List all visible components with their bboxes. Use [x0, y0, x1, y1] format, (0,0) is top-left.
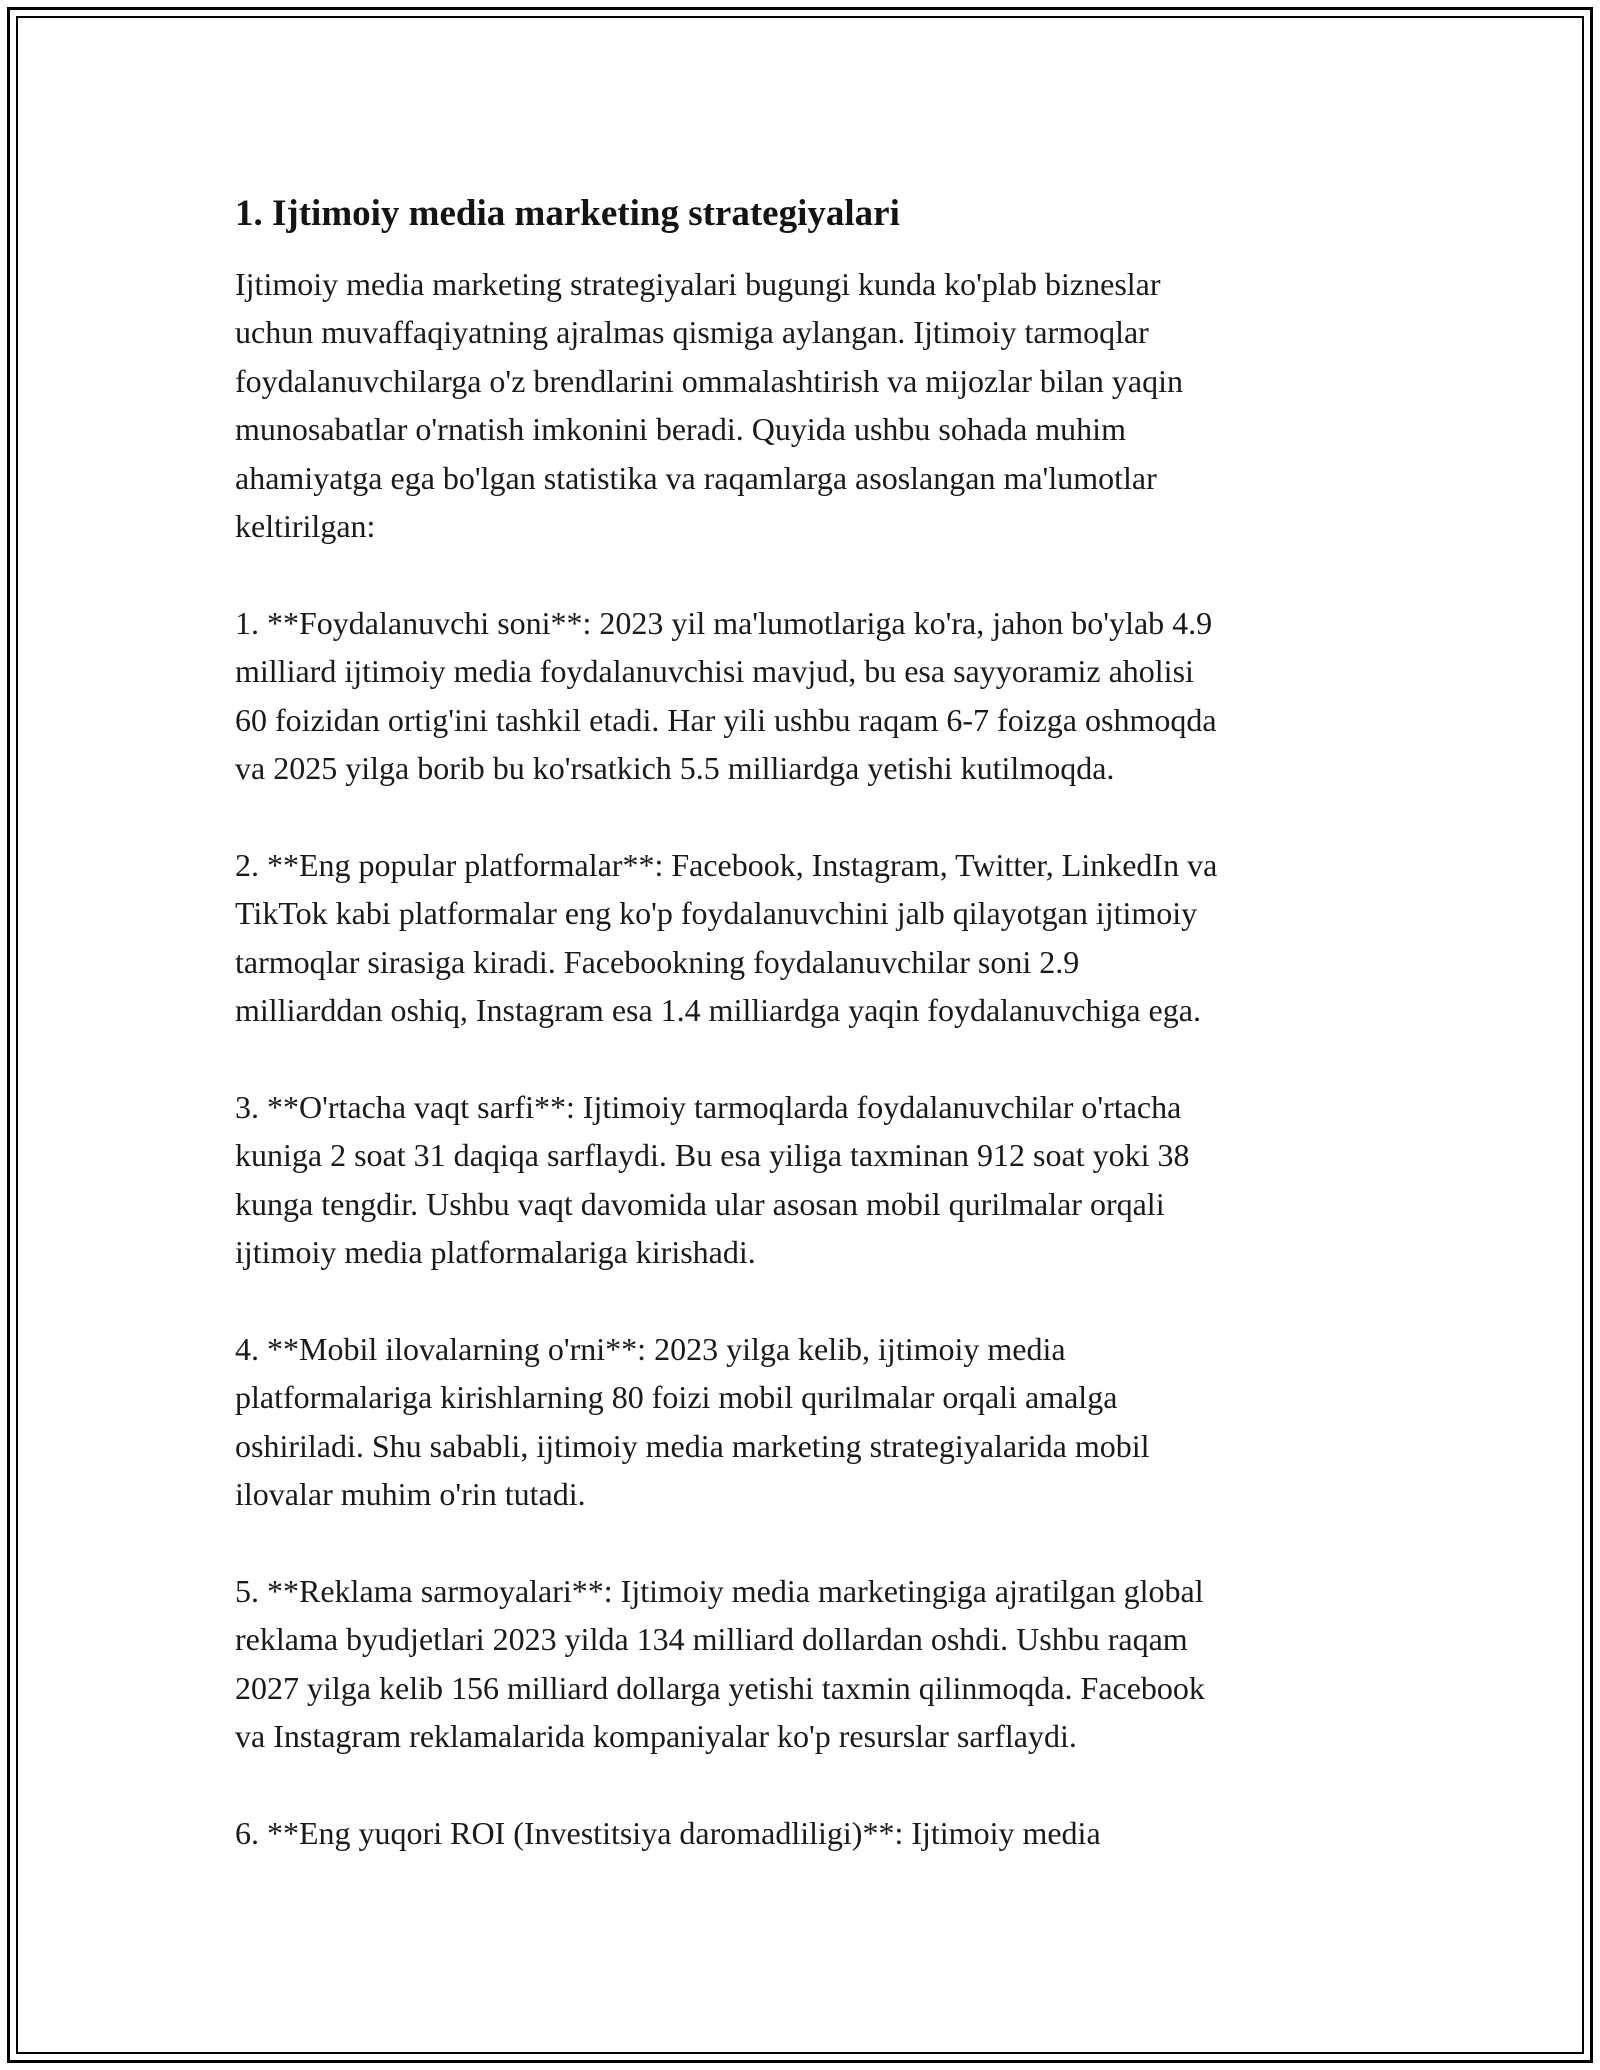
text-line: va Instagram reklamalarida kompaniyalar ko'p resurslar sarflaydi. [235, 1718, 1077, 1755]
text-line: platformalariga kirishlarning 80 foizi mobil qurilmalar orqali amalga [235, 1379, 1118, 1416]
document-title: 1. Ijtimoiy media marketing strategiyalari [235, 193, 900, 234]
text-line: reklama byudjetlari 2023 yilda 134 milliard dollardan oshdi. Ushbu raqam [235, 1621, 1188, 1658]
text-line: munosabatlar o'rnatish imkonini beradi. Quyida ushbu sohada muhim [235, 411, 1126, 448]
list-item-paragraph [235, 1325, 1385, 1519]
text-line: 1. **Foydalanuvchi soni**: 2023 yil ma'lumotlariga ko'ra, jahon bo'ylab 4.9 [235, 604, 1213, 641]
list-item-paragraph [235, 1083, 1385, 1277]
text-line: kuniga 2 soat 31 daqiqa sarflaydi. Bu esa yiliga taxminan 912 soat yoki 38 [235, 1137, 1190, 1174]
text-line: va 2025 yilga borib bu ko'rsatkich 5.5 milliardga yetishi kutilmoqda. [235, 750, 1115, 787]
text-line: tarmoqlar sirasiga kiradi. Facebookning foydalanuvchilar soni 2.9 [235, 943, 1080, 980]
list-item-paragraph [235, 841, 1385, 1035]
list-item-paragraph [235, 1809, 1385, 1857]
text-line: 60 foizidan ortig'ini tashkil etadi. Har yili ushbu raqam 6-7 foizga oshmoqda [235, 701, 1217, 738]
text-line: 3. **O'rtacha vaqt sarfi**: Ijtimoiy tarmoqlarda foydalanuvchilar o'rtacha [235, 1088, 1182, 1125]
text-line: oshiriladi. Shu sababli, ijtimoiy media marketing strategiyalarida mobil [235, 1427, 1150, 1464]
text-line: uchun muvaffaqiyatning ajralmas qismiga aylangan. Ijtimoiy tarmoqlar [235, 314, 1149, 351]
text-line: foydalanuvchilarga o'z brendlarini ommalashtirish va mijozlar bilan yaqin [235, 362, 1183, 399]
paragraph-list [235, 260, 1385, 1857]
text-line: 5. **Reklama sarmoyalari**: Ijtimoiy media marketingiga ajratilgan global [235, 1572, 1204, 1609]
text-line: 2. **Eng popular platformalar**: Facebook, Instagram, Twitter, LinkedIn va [235, 846, 1218, 883]
list-item-paragraph [235, 599, 1385, 793]
text-line: milliard ijtimoiy media foydalanuvchisi mavjud, bu esa sayyoramiz aholisi [235, 653, 1194, 690]
text-line: 2027 yilga kelib 156 milliard dollarga yetishi taxmin qilinmoqda. Facebook [235, 1669, 1205, 1706]
document-body [235, 190, 1385, 1857]
list-item-paragraph [235, 1567, 1385, 1761]
text-line: ahamiyatga ega bo'lgan statistika va raqamlarga asoslangan ma'lumotlar [235, 459, 1157, 496]
text-line: 6. **Eng yuqori ROI (Investitsiya daromadliligi)**: Ijtimoiy media [235, 1814, 1101, 1851]
text-line: 4. **Mobil ilovalarning o'rni**: 2023 yilga kelib, ijtimoiy media [235, 1330, 1066, 1367]
text-line: kunga tengdir. Ushbu vaqt davomida ular asosan mobil qurilmalar orqali [235, 1185, 1165, 1222]
text-line: ilovalar muhim o'rin tutadi. [235, 1476, 586, 1513]
text-line: milliarddan oshiq, Instagram esa 1.4 milliardga yaqin foydalanuvchiga ega. [235, 992, 1201, 1029]
text-line: TikTok kabi platformalar eng ko'p foydalanuvchini jalb qilayotgan ijtimoiy [235, 895, 1198, 932]
intro-paragraph [235, 260, 1385, 550]
text-line: keltirilgan: [235, 508, 376, 545]
text-line: ijtimoiy media platformalariga kirishadi. [235, 1234, 756, 1271]
text-line: Ijtimoiy media marketing strategiyalari bugungi kunda ko'plab bizneslar [235, 266, 1161, 302]
